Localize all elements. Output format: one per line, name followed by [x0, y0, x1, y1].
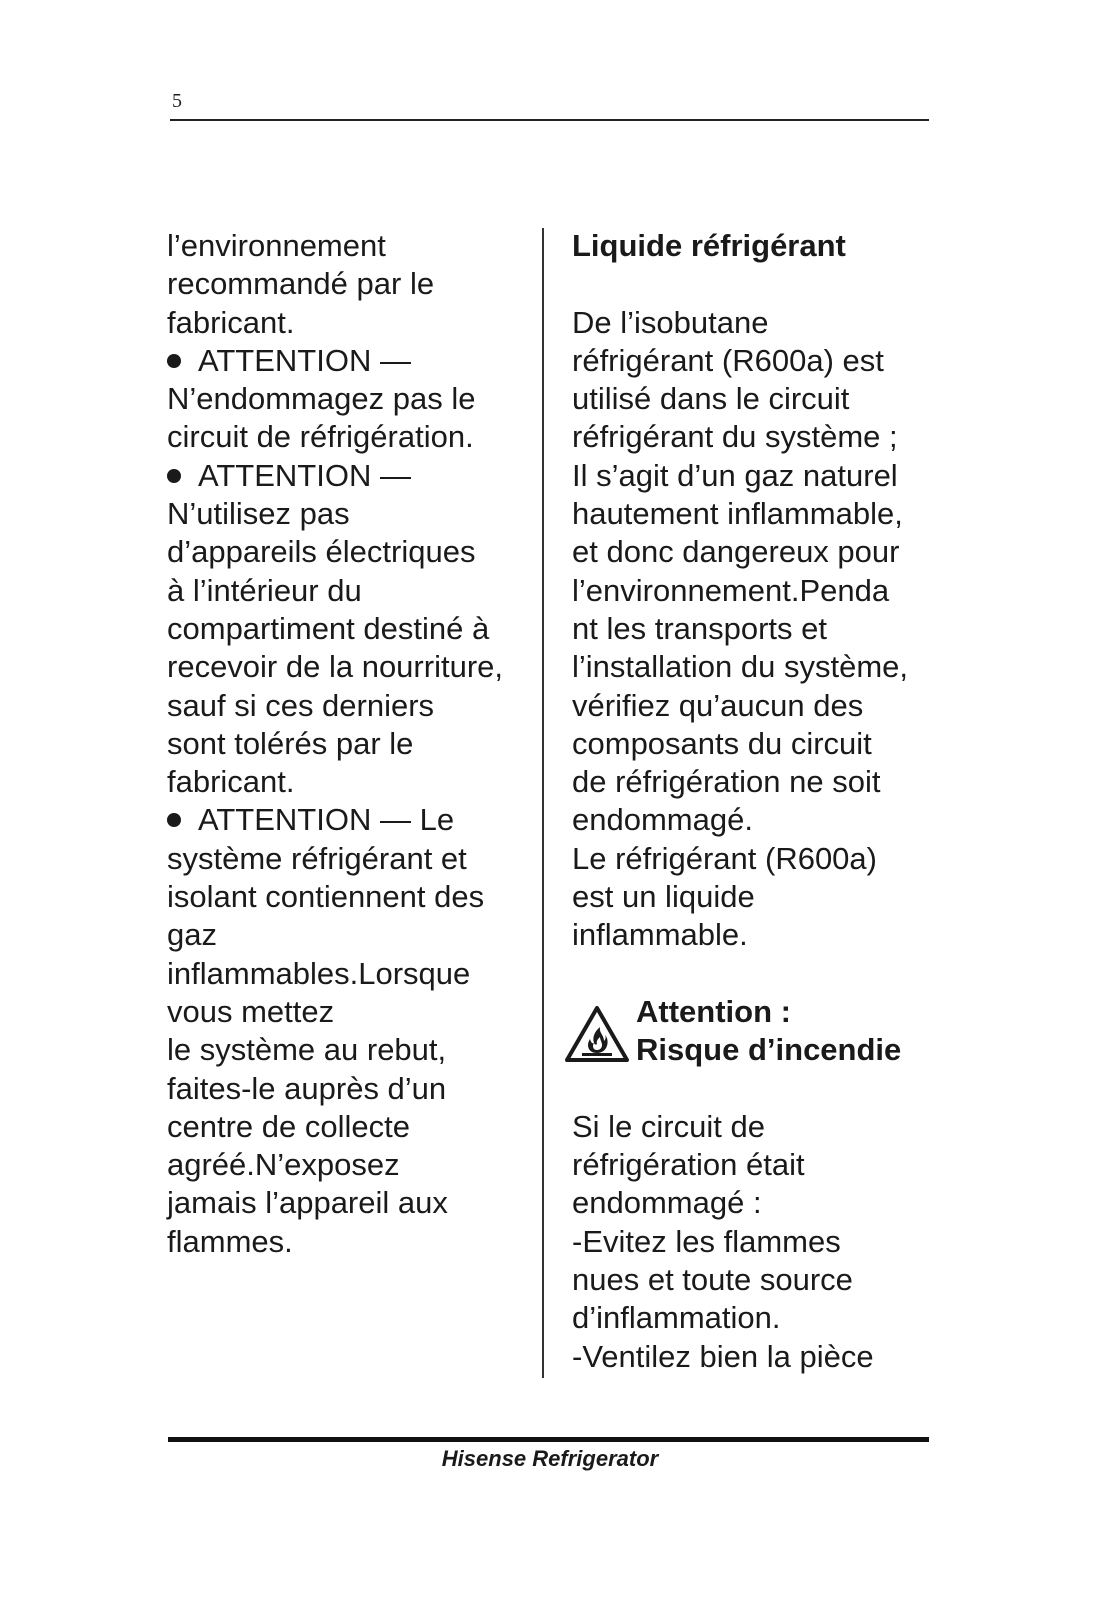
text-line: vous mettez [167, 993, 335, 1029]
attention-item [167, 457, 537, 495]
text-line: le système au rebut, [167, 1032, 447, 1068]
fire-warning-icon [564, 1005, 630, 1063]
attention-item [167, 801, 537, 839]
attention-label: ATTENTION — [198, 457, 411, 493]
text-line: fabricant. [167, 304, 295, 340]
text-line: jamais l’appareil aux [167, 1185, 448, 1221]
footer-brand: Hisense Refrigerator [441, 1446, 659, 1471]
text-line: réfrigérant du système ; [572, 419, 898, 455]
text-line: système réfrigérant et [167, 840, 467, 876]
text-line: d’appareils électriques [167, 534, 476, 570]
attention-label: ATTENTION — Le [198, 802, 455, 838]
text-line: gaz [167, 917, 217, 953]
text-line: endommagé : [572, 1185, 762, 1221]
fire-warning-block [572, 993, 942, 1070]
text-line: N’utilisez pas [167, 496, 350, 532]
bullet-icon [167, 813, 181, 827]
column-divider [542, 228, 544, 1378]
text-line: endommagé. [572, 802, 753, 838]
text-line: nt les transports et [572, 610, 828, 646]
spacer [572, 265, 942, 303]
text-line: sauf si ces derniers [167, 687, 435, 723]
bullet-icon [167, 469, 181, 483]
text-line: composants du circuit [572, 725, 872, 761]
right-column [572, 227, 942, 1376]
text-line: N’endommagez pas le [167, 381, 476, 417]
bullet-icon [167, 354, 181, 368]
text-line: est un liquide [572, 879, 755, 915]
text-line: l’installation du système, [572, 649, 908, 685]
text-line: Le réfrigérant (R600a) [572, 840, 877, 876]
text-line: compartiment destiné à [167, 610, 490, 646]
header-rule [170, 119, 929, 121]
text-line: d’inflammation. [572, 1300, 781, 1336]
text-line: -Evitez les flammes [572, 1223, 841, 1259]
text-line: de réfrigération ne soit [572, 764, 881, 800]
text-line: nues et toute source [572, 1262, 853, 1298]
text-line: à l’intérieur du [167, 572, 362, 608]
section-heading: Liquide réfrigérant [572, 228, 846, 263]
text-line: utilisé dans le circuit [572, 381, 850, 417]
page-number: 5 [172, 90, 182, 112]
attention-subtitle: Risque d’incendie [636, 1032, 902, 1068]
text-line: réfrigération était [572, 1147, 805, 1183]
text-line: l’environnement [167, 228, 386, 263]
text-line: l’environnement.Penda [572, 572, 890, 608]
text-line: De l’isobutane [572, 304, 769, 340]
footer-rule [168, 1437, 929, 1442]
text-line: -Ventilez bien la pièce [572, 1338, 874, 1374]
text-line: Si le circuit de [572, 1108, 765, 1144]
text-line: recommandé par le [167, 266, 435, 302]
attention-title: Attention : [636, 993, 791, 1029]
left-column [167, 227, 537, 1261]
text-line: vérifiez qu’aucun des [572, 687, 864, 723]
text-line: centre de collecte [167, 1108, 410, 1144]
text-line: flammes. [167, 1223, 293, 1259]
text-line: et donc dangereux pour [572, 534, 900, 570]
spacer [572, 955, 942, 993]
text-line: agréé.N’exposez [167, 1147, 400, 1183]
attention-heading [636, 993, 901, 1070]
spacer [572, 1070, 942, 1108]
text-line: fabricant. [167, 764, 295, 800]
attention-item [167, 342, 537, 380]
text-line: inflammables.Lorsque [167, 955, 471, 991]
text-line: isolant contiennent des [167, 879, 485, 915]
text-line: inflammable. [572, 917, 748, 953]
text-line: sont tolérés par le [167, 725, 414, 761]
text-line: recevoir de la nourriture, [167, 649, 503, 685]
text-line: faites-le auprès d’un [167, 1070, 447, 1106]
text-line: hautement inflammable, [572, 496, 903, 532]
attention-label: ATTENTION — [198, 342, 411, 378]
text-line: Il s’agit d’un gaz naturel [572, 457, 898, 493]
text-line: réfrigérant (R600a) est [572, 342, 884, 378]
text-line: circuit de réfrigération. [167, 419, 474, 455]
